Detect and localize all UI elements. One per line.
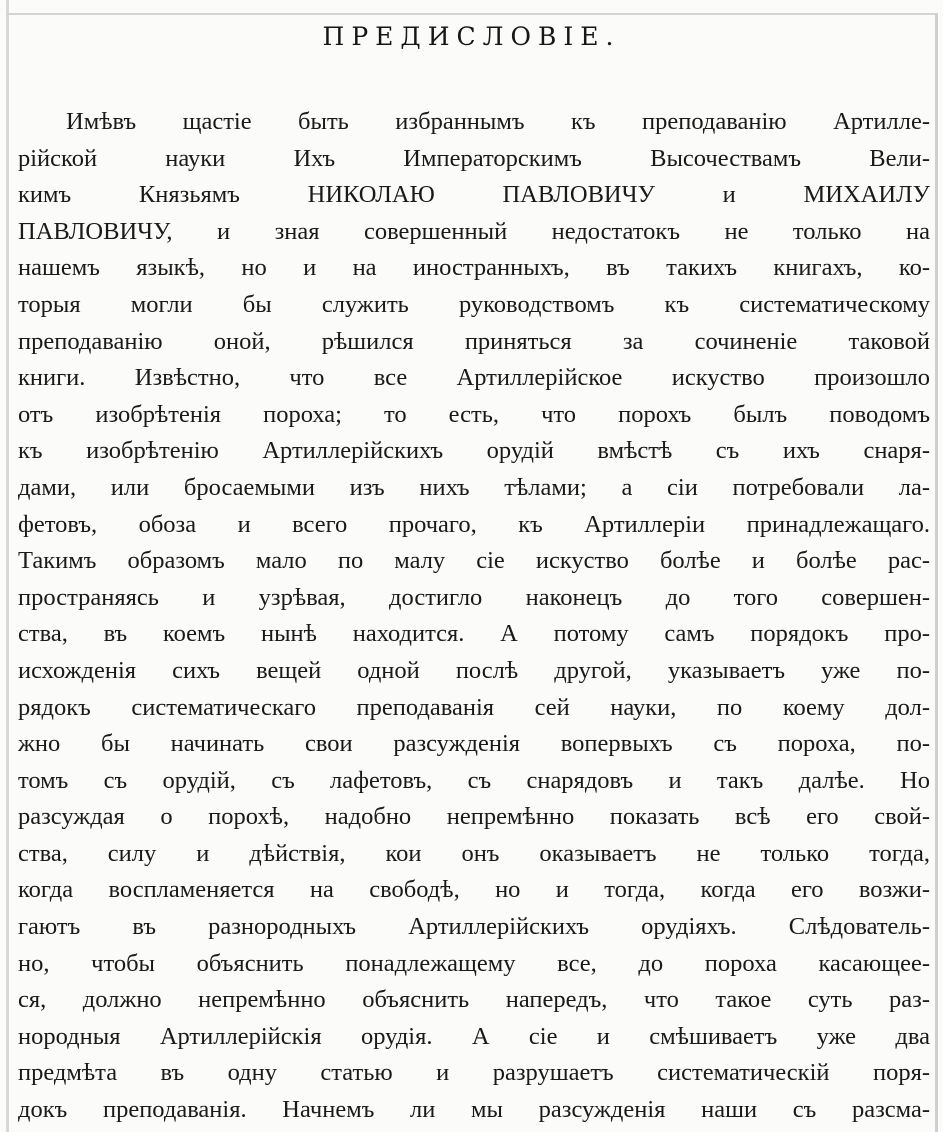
page-edge-left xyxy=(6,0,9,1132)
text-line: жно бы начинать свои разсужденія вопервыхъ съ пороха, по- xyxy=(18,730,930,758)
text-line: кимъ Князьямъ НИКОЛАЮ ПАВЛОВИЧУ и МИХАИЛУ xyxy=(18,181,930,209)
text-line: отъ изобрѣтенія пороха; то есть, что порохъ былъ поводомъ xyxy=(18,400,930,428)
text-line: докъ преподаванія. Начнемъ ли мы разсужденія наши съ разсма- xyxy=(18,1096,930,1124)
text-line: томъ съ орудій, съ лафетовъ, съ снарядовъ и такъ далѣе. Но xyxy=(18,766,930,794)
text-line: ся, должно непремѣнно объяснить напередъ, что такое суть раз- xyxy=(18,986,930,1014)
text-line: нородныя Артиллерійскія орудія. А сіе и смѣшиваетъ уже два xyxy=(18,1022,930,1050)
text-line: ства, въ коемъ нынѣ находится. А потому самъ порядокъ про- xyxy=(18,620,930,648)
preface-text xyxy=(18,104,930,1129)
text-line: рійской науки Ихъ Императорскимъ Высочествамъ Вели- xyxy=(18,144,930,172)
text-line: когда воспламеняется на свободѣ, но и тогда, когда его возжи- xyxy=(18,876,930,904)
text-line: ПАВЛОВИЧУ, и зная совершенный недостатокъ не только на xyxy=(18,217,930,245)
text-line: фетовъ, обоза и всего прочаго, къ Артиллеріи принадлежащаго. xyxy=(18,510,930,538)
page-edge-right xyxy=(935,14,938,1132)
text-line: Такимъ образомъ мало по малу сіе искуство болѣе и болѣе рас- xyxy=(18,547,930,575)
text-line: разсуждая о порохѣ, надобно непремѣнно показать всѣ его свой- xyxy=(18,803,930,831)
text-line: къ изобрѣтенію Артиллерійскихъ орудій вмѣстѣ съ ихъ снаря- xyxy=(18,437,930,465)
text-line: книги. Извѣстно, что все Артиллерійское искуство произошло xyxy=(18,364,930,392)
text-line: преподаванію оной, рѣшился приняться за сочиненіе таковой xyxy=(18,327,930,355)
text-line: дами, или бросаемыми изъ нихъ тѣлами; а сіи потребовали ла- xyxy=(18,473,930,501)
text-line: рядокъ систематическаго преподаванія сей науки, по коему дол- xyxy=(18,693,930,721)
text-line: пространяясь и узрѣвая, достигло наконецъ до того совершен- xyxy=(18,583,930,611)
text-line: Имѣвъ щастіе быть избраннымъ къ преподаванію Артилле- xyxy=(66,108,930,135)
text-line: нашемъ языкѣ, но и на иностранныхъ, въ такихъ книгахъ, ко- xyxy=(18,254,930,282)
page-edge-top xyxy=(6,13,938,15)
text-line: но, чтобы объяснить понадлежащему все, до пороха касающее- xyxy=(18,949,930,977)
text-line: гаютъ въ разнородныхъ Артиллерійскихъ орудіяхъ. Слѣдователь- xyxy=(18,913,930,941)
text-line: исхожденія сихъ вещей одной послѣ другой, указываетъ уже по- xyxy=(18,656,930,684)
text-line: торыя могли бы служить руководствомъ къ систематическому xyxy=(18,290,930,318)
text-line: ства, силу и дѣйствія, кои онъ оказываетъ не только тогда, xyxy=(18,839,930,867)
page-title: ПРЕДИСЛОВІЕ. xyxy=(322,22,621,51)
text-line: предмѣта въ одну статью и разрушаетъ систематическій поря- xyxy=(18,1059,930,1087)
